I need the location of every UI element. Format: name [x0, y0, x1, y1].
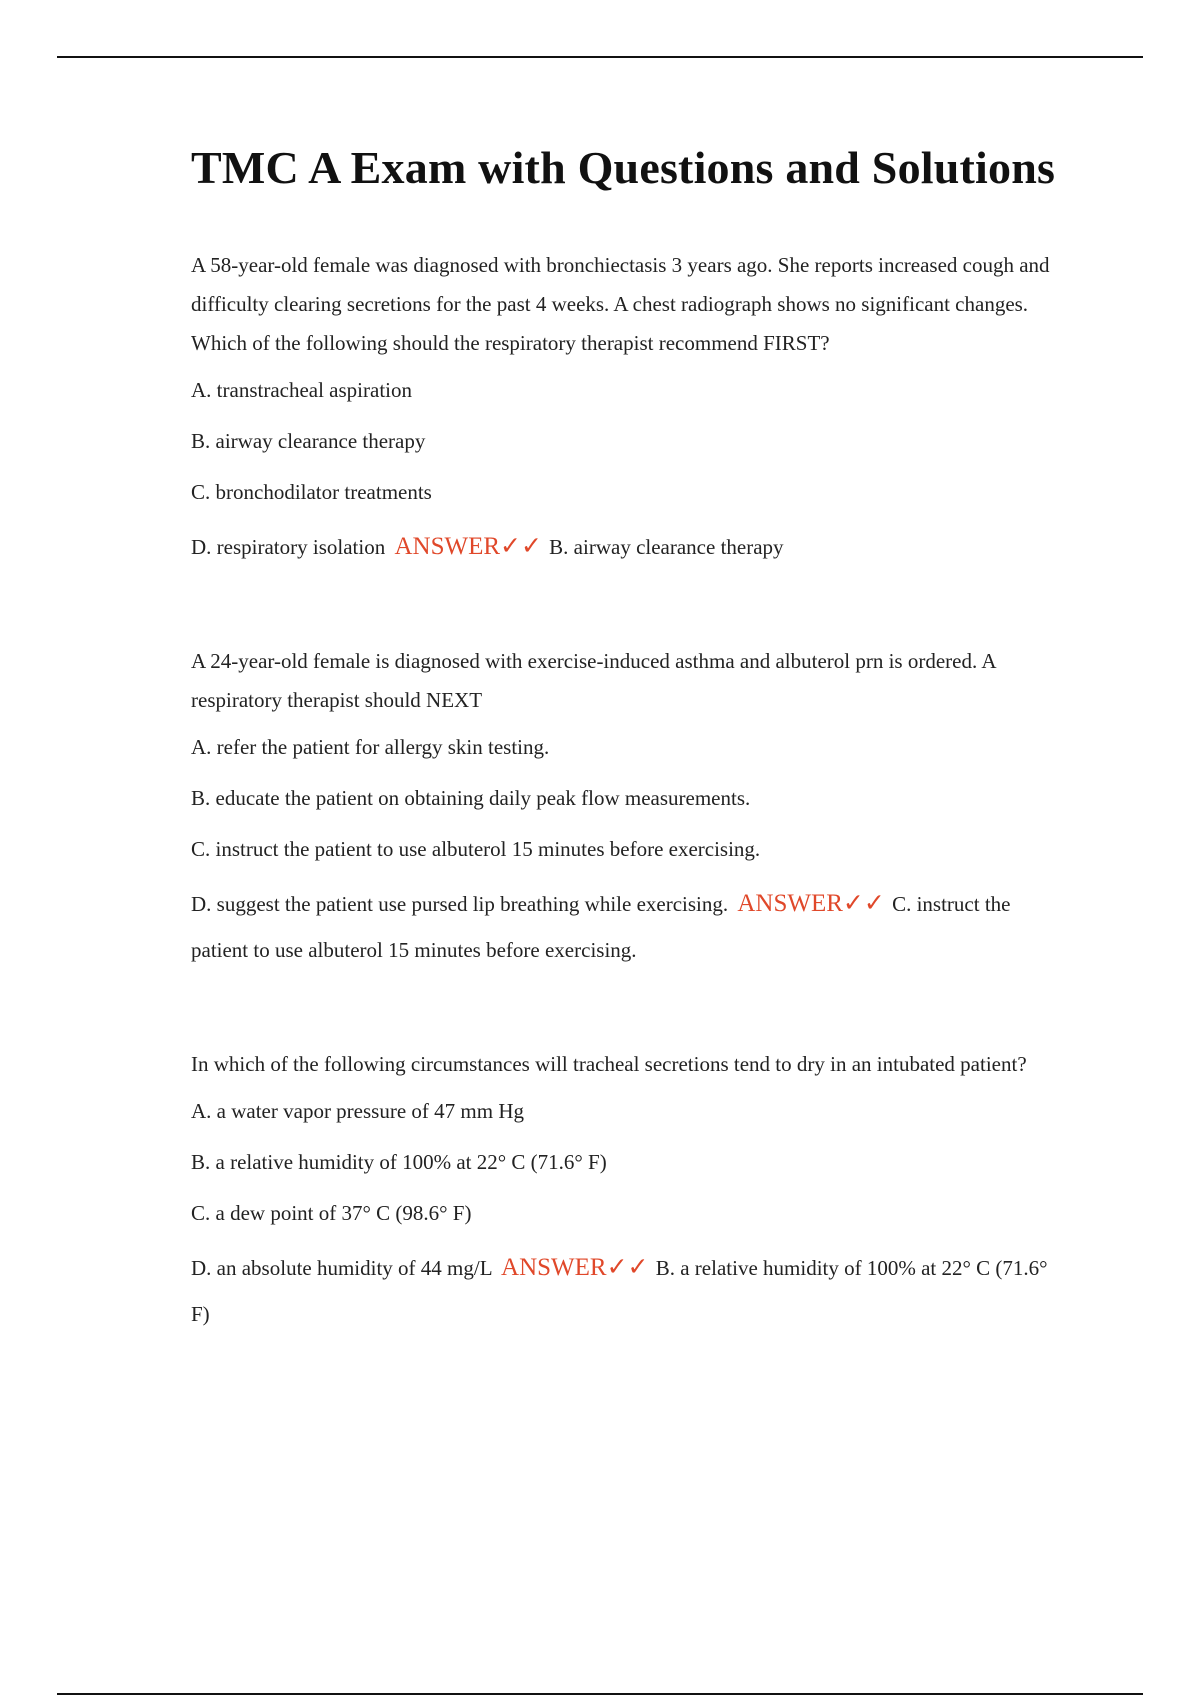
question-2-option-c: C. instruct the patient to use albuterol 15 minutes before exercising.	[191, 837, 761, 861]
question-1-option-d-line	[191, 524, 1071, 570]
question-1-option-d: D. respiratory isolation	[191, 535, 386, 559]
question-2-option-d: D. suggest the patient use pursed lip breathing while exercising.	[191, 892, 729, 916]
question-3	[191, 1045, 1071, 1337]
question-3-option-d: D. an absolute humidity of 44 mg/L	[191, 1256, 492, 1280]
question-1-option-b: B. airway clearance therapy	[191, 429, 426, 453]
question-1-option-c: C. bronchodilator treatments	[191, 480, 432, 504]
answer-marker: ANSWER✓✓	[501, 1254, 649, 1281]
answer-marker: ANSWER✓✓	[737, 890, 885, 917]
question-3-option-c: C. a dew point of 37° C (98.6° F)	[191, 1201, 472, 1225]
question-3-stem: In which of the following circumstances will tracheal secretions tend to dry in an intubated patient?	[191, 1052, 1027, 1076]
question-2-option-d-line	[191, 881, 1071, 973]
question-2-answer: C. instruct the patient to use albuterol 15 minutes before exercising.	[191, 892, 1011, 962]
document-title: TMC A Exam with Questions and Solutions	[191, 142, 1056, 193]
answer-marker: ANSWER✓✓	[394, 533, 542, 560]
top-rule	[57, 56, 1143, 58]
question-3-option-b: B. a relative humidity of 100% at 22° C (71.6° F)	[191, 1150, 607, 1174]
question-1	[191, 246, 1071, 570]
question-3-option-a: A. a water vapor pressure of 47 mm Hg	[191, 1099, 524, 1123]
question-1-option-a: A. transtracheal aspiration	[191, 378, 412, 402]
question-1-stem: A 58-year-old female was diagnosed with bronchiectasis 3 years ago. She reports increased cough and difficulty clearing secretions for the past 4 weeks. A chest radiograph shows no significant changes. Which of the following should the respiratory therapist recommend FIRST?	[191, 253, 1050, 355]
question-2-option-b: B. educate the patient on obtaining daily peak flow measurements.	[191, 786, 751, 810]
question-2	[191, 642, 1071, 973]
question-2-stem: A 24-year-old female is diagnosed with exercise-induced asthma and albuterol prn is ordered. A respiratory therapist should NEXT	[191, 649, 996, 712]
question-1-answer: B. airway clearance therapy	[549, 535, 784, 559]
question-3-answer: B. a relative humidity of 100% at 22° C (71.6° F)	[191, 1256, 1048, 1326]
question-2-option-a: A. refer the patient for allergy skin testing.	[191, 735, 550, 759]
bottom-rule	[57, 1693, 1143, 1695]
question-3-option-d-line	[191, 1245, 1071, 1337]
document-content	[191, 138, 1071, 1337]
